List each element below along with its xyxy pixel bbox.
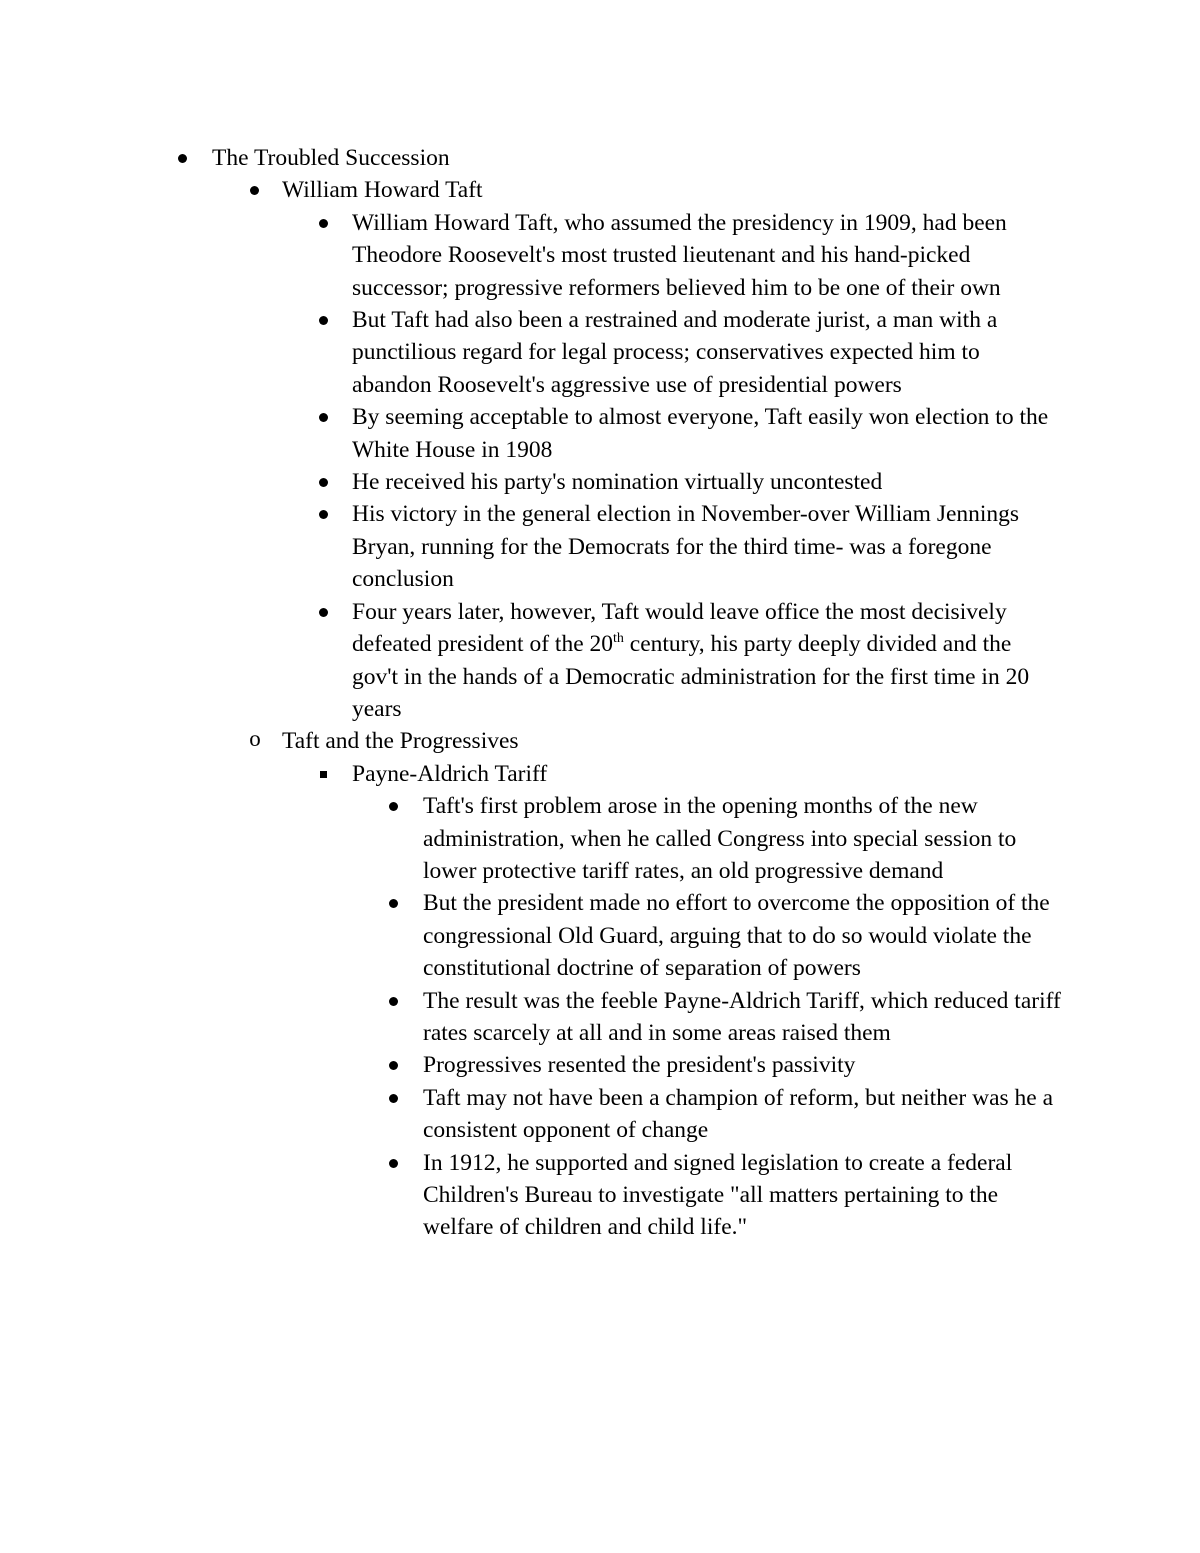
outline-item — [0, 985, 1200, 1050]
outline-item-text: But Taft had also been a restrained and moderate jurist, a man with a punctilious regard for legal process; conservatives expected him to abandon Roosevelt's aggressive use of presidential powers — [352, 307, 998, 398]
outline-item-text: His victory in the general election in November-over William Jennings Bryan, running for the Democrats for the third time- was a foregone conclusion — [352, 501, 1020, 593]
outline-item-text: Taft may not have been a champion of reform, but neither was he a consistent opponent of change — [423, 1084, 1054, 1144]
outline-item-text — [352, 596, 1052, 726]
text-segment: century, his party deeply divided and the gov't in the hands of a Democratic administration for the first time in 20 years — [352, 631, 1030, 722]
outline-item-text: Progressives resented the president's passivity — [423, 1052, 856, 1079]
outline-item-subheading — [0, 174, 1200, 206]
outline-item — [0, 207, 1200, 304]
outline-item-text: The result was the feeble Payne-Aldrich Tariff, which reduced tariff rates scarcely at all and in some areas raised them — [423, 987, 1061, 1046]
ordinal-superscript: th — [613, 631, 624, 647]
outline-item-subheading — [0, 758, 1200, 790]
outline-item — [0, 1049, 1200, 1081]
outline-list — [0, 142, 1200, 1244]
text-segment: Four years later, however, Taft would leave office the most decisively defeated president of the 20 — [352, 598, 1007, 658]
outline-item — [0, 466, 1200, 498]
outline-item-text: William Howard Taft, who assumed the presidency in 1909, had been Theodore Roosevelt's most trusted lieutenant and his hand-picked successor; progressive reformers believed him to be one of their own — [352, 209, 1007, 301]
outline-item-text: Payne-Aldrich Tariff — [352, 760, 548, 787]
outline-item — [0, 304, 1200, 401]
outline-item — [0, 1147, 1200, 1244]
outline-item-text: The Troubled Succession — [212, 145, 450, 171]
outline-item-text: Taft and the Progressives — [282, 728, 519, 755]
outline-item — [0, 1082, 1200, 1147]
outline-item-text: William Howard Taft — [282, 177, 483, 204]
outline-item-text: In 1912, he supported and signed legislation to create a federal Children's Bureau to investigate "all matters pertaining to the welfare of children and child life." — [423, 1149, 1013, 1241]
outline-item — [0, 401, 1200, 466]
bullet-circle-icon: o — [249, 726, 261, 752]
outline-item-text: Taft's first problem arose in the opening months of the new administration, when he called Congress into special session to lower protective tariff rates, an old progressive demand — [423, 793, 1017, 884]
outline-item — [0, 887, 1200, 984]
outline-item-subheading — [0, 725, 1200, 757]
outline-item — [0, 790, 1200, 887]
outline-item-heading — [0, 142, 1200, 174]
outline-item — [0, 498, 1200, 595]
outline-item-text: But the president made no effort to overcome the opposition of the congressional Old Guard, arguing that to do so would violate the constitutional doctrine of separation of powers — [423, 890, 1050, 982]
outline-item-text: By seeming acceptable to almost everyone, Taft easily won election to the White House in 1908 — [352, 404, 1049, 463]
outline-item-text: He received his party's nomination virtually uncontested — [352, 469, 883, 496]
outline-item — [0, 596, 1200, 726]
